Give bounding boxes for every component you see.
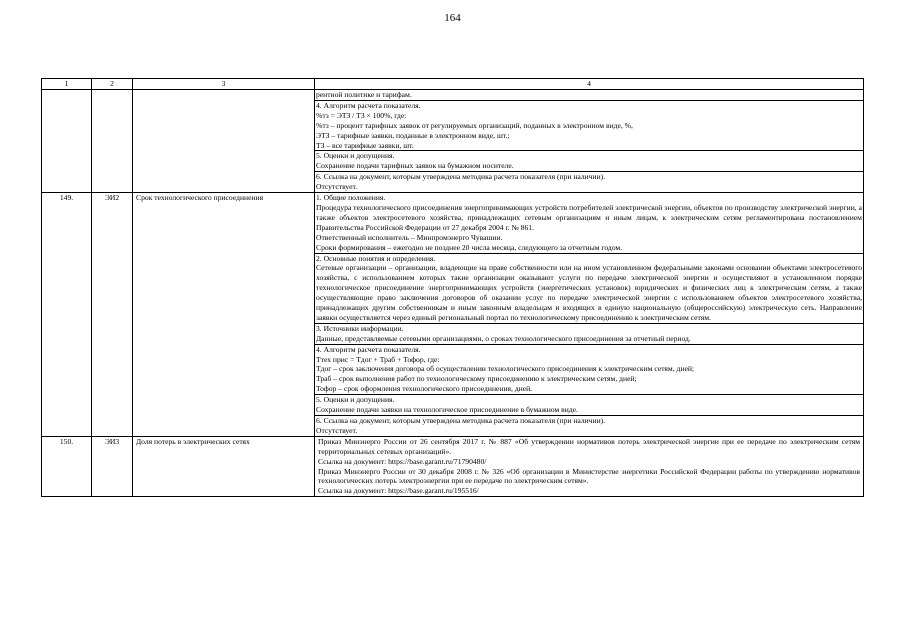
text-line: ТЗ – все тарифные заявки, шт. bbox=[316, 140, 414, 150]
section-assumptions bbox=[315, 395, 863, 416]
row-code-cell bbox=[92, 90, 133, 193]
section-title: 5. Оценки и допущения. bbox=[316, 151, 395, 161]
paragraph: Сетевые организации – организации, владеющие на праве собственности или на ином установленном федеральными законами основании объектами электросетевого хозяйства, с использованием которых такие организации оказывают услуги по передаче электрической энергии и осуществляют в установленном порядке технологическое присоединение энергопринимающих устройств (энергетических установок) юридических и физических лиц к электрическим сетям, а также осуществляющие право заключения договоров об оказании услуг по передаче электрической энергии с использованием объектов электросетевого хозяйства, принадлежащих другим собственникам и иным законным владельцам и входящих в единую национальную (общероссийскую) электрическую сеть. Направление заявки осуществляется через единый региональный портал по технологическому присоединению к электрическим сетям. bbox=[316, 263, 862, 322]
row-code-cell: ЭИ3 bbox=[92, 436, 133, 496]
section-title: 2. Основные понятия и определения. bbox=[316, 253, 436, 263]
text-line: Тдог – срок заключения договора об осуществлении технологического присоединения к электрическим сетям, дней; bbox=[316, 364, 694, 374]
formula: Ттех прис = Тдог + Траб + Тофор, где: bbox=[316, 354, 440, 364]
row-name-cell: Срок технологического присоединения bbox=[133, 193, 315, 437]
row-number-cell: 150. bbox=[42, 436, 92, 496]
text-line: %тз – процент тарифных заявок от регулируемых организаций, поданных в электронном виде, %, bbox=[316, 120, 633, 130]
row-code-cell: ЭИ2 bbox=[92, 193, 133, 437]
paragraph: Процедура технологического присоединения энергопринимающих устройств потребителей электрической энергии, объектов по производству электрической энергии, а также объектов электросетевого хозяйства, принадлежащих сетевым организациям и иным лицам, к электрическим сетям регламентирована постановлением Правительства Российской Федерации от 27 декабря 2004 г. № 861. bbox=[316, 202, 862, 232]
text-line: рентной политике и тарифам. bbox=[316, 90, 412, 99]
text-line: ЭТЗ – тарифные заявки, поданные в электронном виде, шт.; bbox=[316, 130, 510, 140]
section-algorithm bbox=[315, 345, 863, 396]
section-sources bbox=[315, 324, 863, 345]
text-line: Отсутствует. bbox=[316, 182, 358, 192]
section-algorithm bbox=[315, 101, 863, 152]
table-row-149 bbox=[42, 193, 864, 437]
header-col-1: 1 bbox=[42, 79, 92, 90]
paragraph: Приказ Минэнерго России от 26 сентября 2017 г. № 887 «Об утверждении нормативов потерь электрической энергии при ее передаче по электрическим сетям территориальных сетевых организаций». bbox=[318, 436, 860, 456]
section-title: 1. Общие положения. bbox=[316, 193, 386, 203]
table-row-continued bbox=[42, 90, 864, 193]
section-title: 6. Ссылка на документ, которым утверждена методика расчета показателя (при наличии). bbox=[316, 416, 606, 425]
text-line: Отсутствует. bbox=[316, 425, 358, 435]
section-document-link bbox=[315, 172, 863, 192]
formation-terms: Сроки формирования – ежегодно не позднее 20 числа месяца, следующего за отчетным годом. bbox=[316, 242, 623, 252]
section-assumptions bbox=[315, 151, 863, 172]
header-col-2: 2 bbox=[92, 79, 133, 90]
document-link[interactable]: Ссылка на документ: https://base.garant.ru/71790480/ bbox=[318, 456, 487, 466]
paragraph: Приказ Минэнерго России от 30 декабря 2008 г. № 326 «Об организации в Министерстве энергетики Российской Федерации работы по утверждению нормативов технологических потерь электроэнергии при ее передаче по электрическим сетям». bbox=[318, 466, 860, 486]
section-title: 5. Оценки и допущения. bbox=[316, 395, 395, 405]
row-number-cell: 149. bbox=[42, 193, 92, 437]
section-title: 4. Алгоритм расчета показателя. bbox=[316, 100, 421, 110]
section-document-link bbox=[315, 416, 863, 436]
row-description-cell bbox=[315, 193, 864, 437]
section-title: 3. Источники информации. bbox=[316, 323, 404, 333]
section-definitions bbox=[315, 254, 863, 324]
formula: %тз = ЭТЗ / ТЗ × 100%, где: bbox=[316, 110, 407, 120]
section-title: 6. Ссылка на документ, которым утверждена методика расчета показателя (при наличии). bbox=[316, 172, 606, 182]
responsible-executor: Ответственный исполнитель – Минпромэнерго Чувашии. bbox=[316, 232, 503, 242]
row-number-cell bbox=[42, 90, 92, 193]
row-description-cell bbox=[315, 90, 864, 193]
document-link[interactable]: Ссылка на документ: https://base.garant.ru/195516/ bbox=[318, 486, 479, 496]
header-col-4: 4 bbox=[315, 79, 864, 90]
header-col-3: 3 bbox=[133, 79, 315, 90]
table-row-150 bbox=[42, 436, 864, 496]
section-title: 4. Алгоритм расчета показателя. bbox=[316, 344, 421, 354]
section-general bbox=[315, 193, 863, 253]
text-line: Траб – срок выполнения работ по технологическому присоединению к электрическим сетям, дней; bbox=[316, 374, 637, 384]
page-number: 164 bbox=[444, 12, 461, 24]
text-line: Тофор – срок оформления технологического присоединения, дней. bbox=[316, 384, 533, 394]
text-line: Данные, представляемые сетевыми организациями, о сроках технологического присоединения за отчетный период. bbox=[316, 333, 691, 343]
table-header-row bbox=[42, 79, 864, 90]
row-name-cell: Доля потерь в электрических сетях bbox=[133, 436, 315, 496]
text-line: Сохранение подачи заявки на технологическое присоединение в бумажном виде. bbox=[316, 405, 578, 415]
section-tariff-policy bbox=[315, 90, 863, 101]
indicators-table bbox=[41, 78, 864, 497]
row-description-cell bbox=[315, 436, 864, 496]
text-line: Сохранение подачи тарифных заявок на бумажном носителе. bbox=[316, 161, 514, 171]
row-name-cell bbox=[133, 90, 315, 193]
